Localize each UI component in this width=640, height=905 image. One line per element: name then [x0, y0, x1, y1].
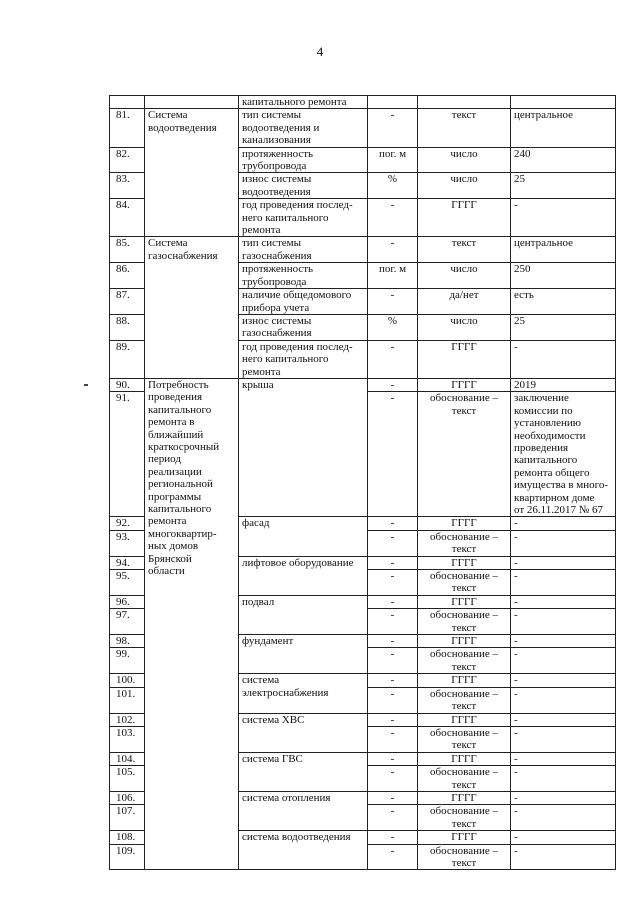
row-number-cell: 104. [110, 752, 145, 765]
data-type-cell: обоснование – текст [418, 726, 511, 752]
unit-cell: % [368, 314, 418, 340]
unit-cell: - [368, 530, 418, 556]
group-cell: Система газоснабжения [145, 237, 239, 378]
value-cell [511, 96, 616, 109]
table-row [110, 237, 616, 263]
value-cell: - [511, 340, 616, 378]
row-number-cell: 82. [110, 147, 145, 173]
parameter-cell: система отопления [239, 791, 368, 830]
group-cell: Потребность проведения капитального ремонта в ближайший краткосрочный период реализации региональной программы капитального ремонта многоквартир- ных домов Брянской области [145, 378, 239, 869]
row-number-cell: 87. [110, 289, 145, 315]
data-type-cell: обоснование – текст [418, 766, 511, 792]
row-number-cell: 84. [110, 199, 145, 237]
value-cell: - [511, 595, 616, 608]
parameter-cell: тип системы газоснабжения [239, 237, 368, 263]
unit-cell: - [368, 340, 418, 378]
unit-cell: % [368, 173, 418, 199]
row-number-cell: 91. [110, 392, 145, 517]
parameter-cell: год проведения послед- него капитального ремонта [239, 199, 368, 237]
value-cell: заключение комиссии по установлению необходимости проведения капитального ремонта общего имущества в много- квартирном доме от 26.11.2017 № 67 [511, 392, 616, 517]
parameter-cell: лифтовое оборудование [239, 556, 368, 595]
value-cell: центральное [511, 109, 616, 147]
unit-cell: - [368, 237, 418, 263]
unit-cell: - [368, 674, 418, 687]
data-type-cell: обоснование – текст [418, 530, 511, 556]
value-cell: центральное [511, 237, 616, 263]
data-type-cell: ГГГГ [418, 635, 511, 648]
unit-cell: - [368, 109, 418, 147]
parameter-cell: подвал [239, 595, 368, 634]
value-cell: - [511, 713, 616, 726]
row-number-cell: 92. [110, 517, 145, 530]
unit-cell: - [368, 766, 418, 792]
unit-cell: - [368, 752, 418, 765]
unit-cell: - [368, 556, 418, 569]
parameter-cell: фундамент [239, 635, 368, 674]
scan-mark [84, 384, 88, 386]
data-type-cell: обоснование – текст [418, 648, 511, 674]
value-cell: - [511, 517, 616, 530]
row-number-cell [110, 96, 145, 109]
value-cell: 250 [511, 263, 616, 289]
value-cell: - [511, 844, 616, 870]
value-cell: - [511, 648, 616, 674]
data-type-cell: ГГГГ [418, 199, 511, 237]
row-number-cell: 100. [110, 674, 145, 687]
parameter-cell: год проведения послед- него капитального ремонта [239, 340, 368, 378]
parameter-cell: система водоотведения [239, 831, 368, 870]
row-number-cell: 105. [110, 766, 145, 792]
table-row [110, 109, 616, 147]
value-cell: - [511, 752, 616, 765]
unit-cell: - [368, 635, 418, 648]
row-number-cell: 86. [110, 263, 145, 289]
parameter-cell: фасад [239, 517, 368, 556]
unit-cell [368, 96, 418, 109]
data-type-cell: обоснование – текст [418, 805, 511, 831]
row-number-cell: 109. [110, 844, 145, 870]
data-type-cell: текст [418, 109, 511, 147]
parameter-cell: капитального ремонта [239, 96, 368, 109]
data-type-cell: обоснование – текст [418, 570, 511, 596]
value-cell: - [511, 609, 616, 635]
parameter-cell: тип системы водоотведения и канализования [239, 109, 368, 147]
table-row [110, 96, 616, 109]
unit-cell: - [368, 648, 418, 674]
unit-cell: - [368, 831, 418, 844]
parameter-cell: износ системы газоснабжения [239, 314, 368, 340]
value-cell: - [511, 570, 616, 596]
parameter-cell: наличие общедомового прибора учета [239, 289, 368, 315]
row-number-cell: 85. [110, 237, 145, 263]
parameter-cell: крыша [239, 378, 368, 516]
value-cell: - [511, 766, 616, 792]
data-type-cell: обоснование – текст [418, 392, 511, 517]
unit-cell: - [368, 687, 418, 713]
row-number-cell: 107. [110, 805, 145, 831]
parameter-cell: система электроснабжения [239, 674, 368, 713]
data-type-cell: обоснование – текст [418, 609, 511, 635]
data-type-cell: ГГГГ [418, 674, 511, 687]
data-type-cell: да/нет [418, 289, 511, 315]
row-number-cell: 98. [110, 635, 145, 648]
data-type-cell: число [418, 263, 511, 289]
unit-cell: - [368, 609, 418, 635]
data-type-cell: обоснование – текст [418, 844, 511, 870]
row-number-cell: 89. [110, 340, 145, 378]
unit-cell: - [368, 595, 418, 608]
row-number-cell: 102. [110, 713, 145, 726]
row-number-cell: 95. [110, 570, 145, 596]
unit-cell: пог. м [368, 147, 418, 173]
value-cell: - [511, 726, 616, 752]
unit-cell: - [368, 791, 418, 804]
data-type-cell: ГГГГ [418, 791, 511, 804]
parameter-cell: система ХВС [239, 713, 368, 752]
row-number-cell: 96. [110, 595, 145, 608]
unit-cell: - [368, 570, 418, 596]
data-type-cell [418, 96, 511, 109]
value-cell: - [511, 791, 616, 804]
row-number-cell: 94. [110, 556, 145, 569]
data-type-cell: ГГГГ [418, 378, 511, 391]
row-number-cell: 93. [110, 530, 145, 556]
unit-cell: - [368, 517, 418, 530]
row-number-cell: 83. [110, 173, 145, 199]
value-cell: 25 [511, 314, 616, 340]
unit-cell: - [368, 378, 418, 391]
data-type-cell: ГГГГ [418, 713, 511, 726]
value-cell: - [511, 635, 616, 648]
unit-cell: - [368, 713, 418, 726]
group-cell [145, 96, 239, 109]
unit-cell: - [368, 844, 418, 870]
value-cell: - [511, 530, 616, 556]
value-cell: 25 [511, 173, 616, 199]
data-type-cell: ГГГГ [418, 517, 511, 530]
unit-cell: - [368, 392, 418, 517]
data-type-cell: ГГГГ [418, 831, 511, 844]
row-number-cell: 88. [110, 314, 145, 340]
unit-cell: - [368, 726, 418, 752]
unit-cell: пог. м [368, 263, 418, 289]
row-number-cell: 81. [110, 109, 145, 147]
unit-cell: - [368, 289, 418, 315]
parameter-cell: износ системы водоотведения [239, 173, 368, 199]
data-type-cell: ГГГГ [418, 595, 511, 608]
unit-cell: - [368, 805, 418, 831]
data-type-cell: ГГГГ [418, 340, 511, 378]
row-number-cell: 106. [110, 791, 145, 804]
parameter-cell: протяженность трубопровода [239, 147, 368, 173]
row-number-cell: 103. [110, 726, 145, 752]
data-type-cell: текст [418, 237, 511, 263]
data-type-cell: ГГГГ [418, 752, 511, 765]
value-cell: - [511, 199, 616, 237]
row-number-cell: 99. [110, 648, 145, 674]
value-cell: - [511, 674, 616, 687]
data-type-cell: ГГГГ [418, 556, 511, 569]
data-type-cell: число [418, 314, 511, 340]
value-cell: - [511, 687, 616, 713]
data-type-cell: обоснование – текст [418, 687, 511, 713]
data-type-cell: число [418, 173, 511, 199]
value-cell: - [511, 805, 616, 831]
data-type-cell: число [418, 147, 511, 173]
value-cell: 2019 [511, 378, 616, 391]
utilities-table [109, 95, 616, 870]
group-cell: Система водоотведения [145, 109, 239, 237]
value-cell: 240 [511, 147, 616, 173]
row-number-cell: 101. [110, 687, 145, 713]
value-cell: - [511, 556, 616, 569]
value-cell: есть [511, 289, 616, 315]
parameter-cell: протяженность трубопровода [239, 263, 368, 289]
table-row [110, 378, 616, 391]
page-number: 4 [316, 44, 324, 59]
row-number-cell: 97. [110, 609, 145, 635]
parameter-cell: система ГВС [239, 752, 368, 791]
unit-cell: - [368, 199, 418, 237]
row-number-cell: 108. [110, 831, 145, 844]
row-number-cell: 90. [110, 378, 145, 391]
value-cell: - [511, 831, 616, 844]
